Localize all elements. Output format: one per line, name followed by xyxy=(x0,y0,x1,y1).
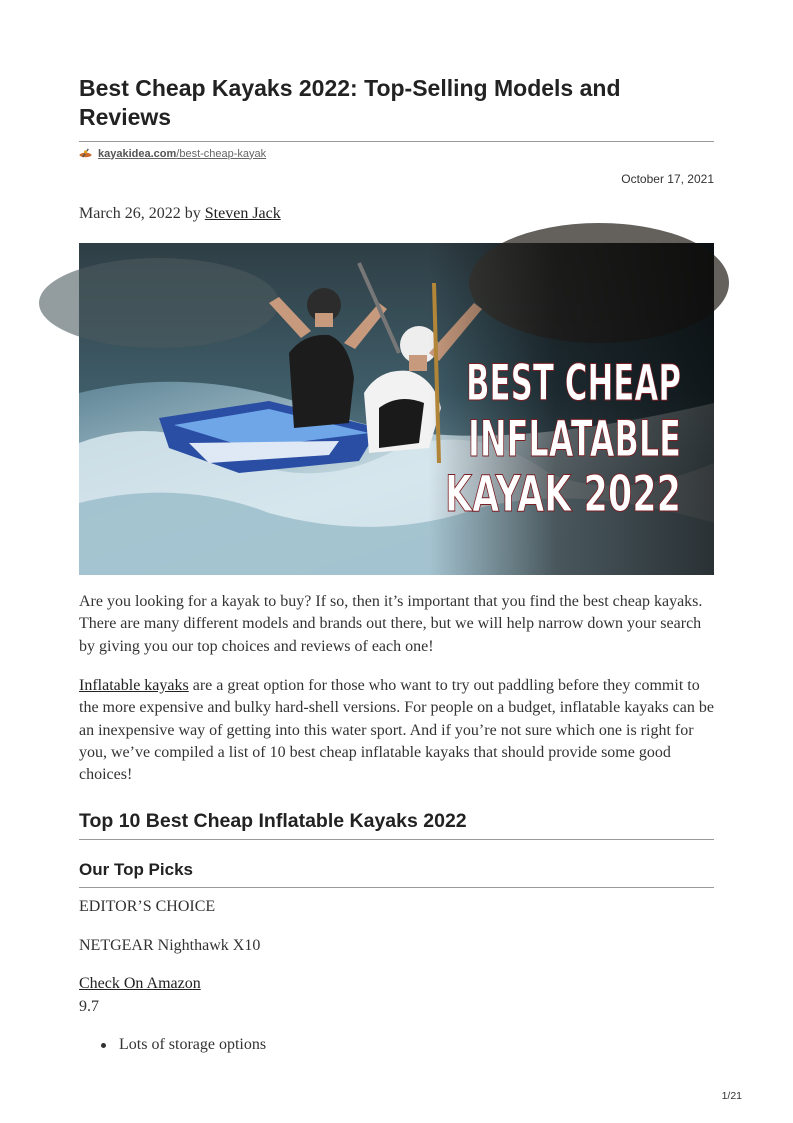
bullet-icon xyxy=(101,1043,106,1048)
top-picks-heading: Our Top Picks xyxy=(79,860,193,879)
kayak-favicon-icon xyxy=(79,147,92,160)
top-picks-divider xyxy=(79,887,714,888)
intro-paragraph-2-text: are a great option for those who want to try out paddling before they commit to the more expensive and bulky hard-shell versions. For people on a budget, inflatable kayaks can be an inexpensive way of getting into this water sport. And if you’re not sure which one is right for you, we’ve compiled a list of 10 best cheap inflatable kayaks that should provide some good choices! xyxy=(79,677,714,784)
title-divider xyxy=(79,141,714,142)
article-title: Best Cheap Kayaks 2022: Top-Selling Models and Reviews xyxy=(79,75,621,130)
source-link-row xyxy=(79,147,266,160)
print-date: October 17, 2021 xyxy=(621,172,714,186)
intro-paragraph-2 xyxy=(79,675,717,786)
page-number: 1/21 xyxy=(721,1090,742,1102)
check-on-amazon-link[interactable]: Check On Amazon xyxy=(79,975,201,992)
hero-text-line-2: INFLATABLE xyxy=(468,410,681,468)
section-heading: Top 10 Best Cheap Inflatable Kayaks 2022 xyxy=(79,810,467,832)
product-name: NETGEAR Nighthawk X10 xyxy=(79,937,261,954)
hero-text-line-1: BEST CHEAP xyxy=(466,354,681,412)
intro-paragraph-1: Are you looking for a kayak to buy? If so, then it’s important that you find the best cheap kayaks. There are many different models and brands out there, but we will help narrow down your search by giving you our top choices and reviews of each one! xyxy=(79,593,703,655)
hero-text-line-3: KAYAK 2022 xyxy=(445,465,681,523)
feature-list-item xyxy=(101,1036,266,1054)
inflatable-kayaks-link[interactable]: Inflatable kayaks xyxy=(79,677,189,694)
feature-text: Lots of storage options xyxy=(119,1036,267,1053)
editors-choice-badge: EDITOR’S CHOICE xyxy=(79,898,216,915)
hero-image xyxy=(79,243,714,575)
kayak-rapids-photo xyxy=(79,243,714,575)
source-url-link[interactable]: kayakidea.com/best-cheap-kayak xyxy=(98,147,267,160)
section-divider xyxy=(79,839,714,840)
byline-date: March 26, 2022 by xyxy=(79,205,205,222)
byline xyxy=(79,205,281,223)
author-link[interactable]: Steven Jack xyxy=(204,205,281,222)
product-score: 9.7 xyxy=(79,998,99,1015)
